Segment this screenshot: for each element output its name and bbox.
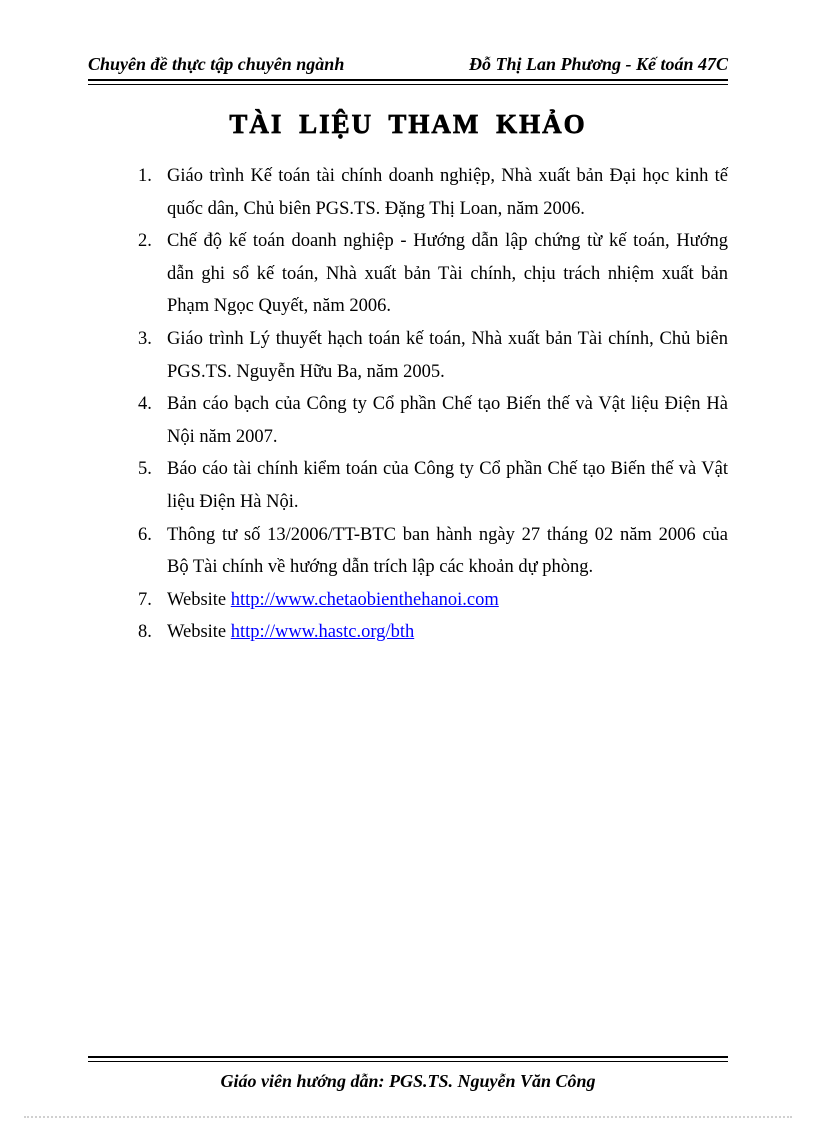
- reference-text: Website: [167, 589, 231, 610]
- reference-number: 5.: [138, 459, 152, 480]
- reference-text: Giáo trình Lý thuyết hạch toán kế toán, Nhà xuất bản Tài chính, Chủ biên PGS.TS. Nguyễn Hữu Ba, năm 2005.: [167, 328, 728, 382]
- reference-number: 3.: [138, 328, 152, 349]
- reference-link[interactable]: http://www.hastc.org/bth: [230, 622, 415, 643]
- page-header: [88, 0, 728, 85]
- reference-number: 8.: [138, 622, 152, 643]
- footer-text: Giáo viên hướng dẫn: PGS.TS. Nguyễn Văn Công: [220, 1071, 596, 1091]
- reference-list: [138, 160, 728, 649]
- reference-text: Báo cáo tài chính kiểm toán của Công ty Cổ phần Chế tạo Biến thế và Vật liệu Điện Hà Nội.: [167, 459, 728, 512]
- reference-number: 6.: [138, 524, 152, 545]
- reference-item: [138, 323, 728, 388]
- reference-item: [138, 519, 728, 584]
- reference-link[interactable]: http://www.chetaobienthehanoi.com: [230, 589, 499, 610]
- reference-item: [138, 225, 728, 323]
- reference-number: 7.: [138, 589, 152, 610]
- reference-item: [138, 388, 728, 453]
- page-boundary-dotted-line: [24, 1116, 792, 1118]
- reference-text: Giáo trình Kế toán tài chính doanh nghiệp, Nhà xuất bản Đại học kinh tế quốc dân, Chủ biên PGS.TS. Đặng Thị Loan, năm 2006.: [167, 166, 728, 219]
- reference-number: 4.: [138, 394, 152, 415]
- reference-item: [138, 453, 728, 518]
- reference-text: Bản cáo bạch của Công ty Cổ phần Chế tạo Biến thế và Vật liệu Điện Hà Nội năm 2007.: [167, 394, 728, 447]
- reference-number: 1.: [138, 166, 152, 186]
- reference-text: Website: [167, 622, 231, 643]
- page-footer: [88, 1053, 728, 1093]
- reference-text: Thông tư số 13/2006/TT-BTC ban hành ngày 27 tháng 02 năm 2006 của Bộ Tài chính về hướng dẫn trích lập các khoản dự phòng.: [167, 524, 728, 578]
- page-title: TÀI LIỆU THAM KHẢO: [229, 109, 587, 139]
- footer-double-rule: [88, 1056, 728, 1062]
- header-left-text: Chuyên đề thực tập chuyên ngành: [88, 54, 345, 74]
- header-double-rule: [88, 79, 728, 85]
- reference-item: [138, 584, 728, 617]
- reference-number: 2.: [138, 231, 152, 252]
- reference-item: [138, 616, 728, 649]
- header-right-text: Đỗ Thị Lan Phương - Kế toán 47C: [469, 54, 728, 74]
- reference-text: Chế độ kế toán doanh nghiệp - Hướng dẫn lập chứng từ kế toán, Hướng dẫn ghi sổ kế toán, Nhà xuất bản Tài chính, chịu trách nhiệm xuất bản Phạm Ngọc Quyết, năm 2006.: [167, 231, 728, 317]
- reference-item: [138, 160, 728, 225]
